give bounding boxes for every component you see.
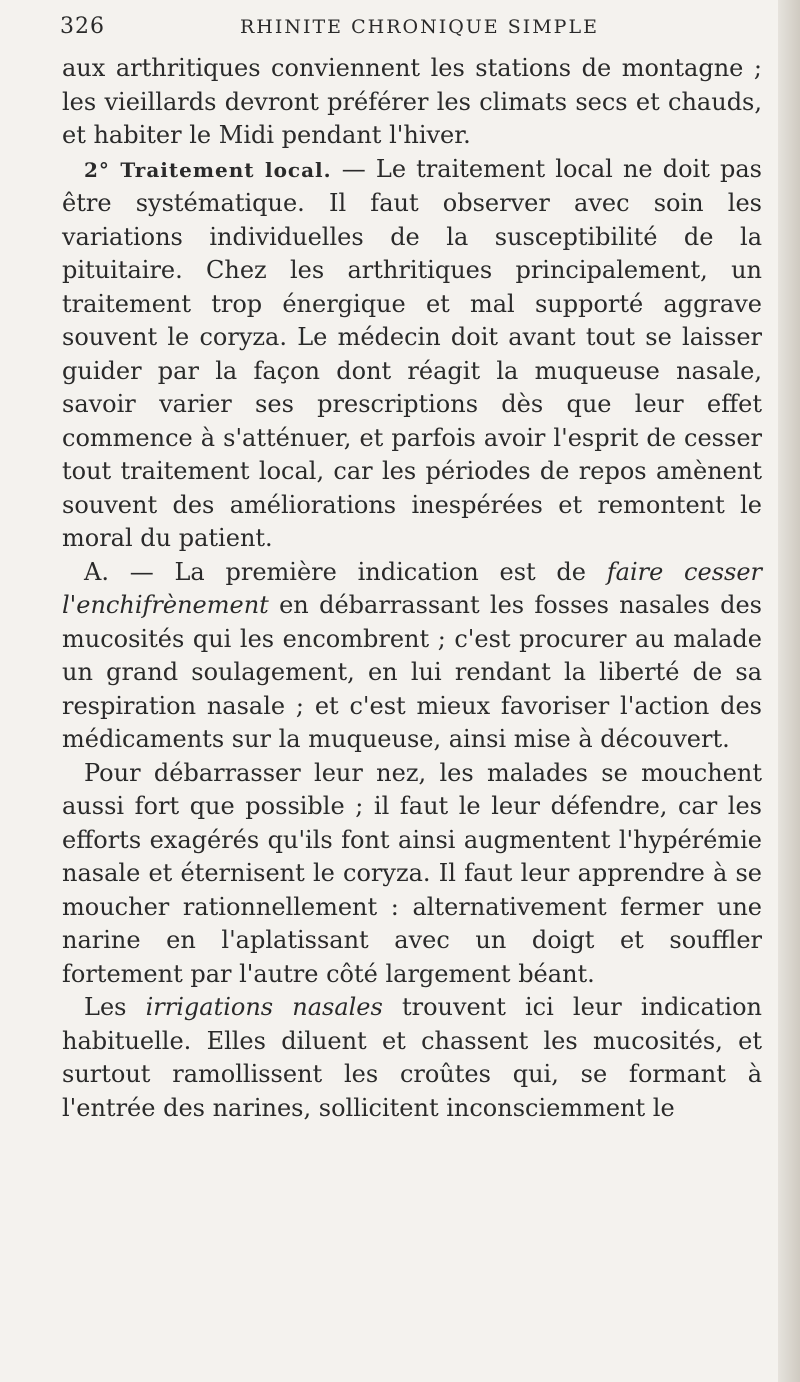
paragraph-prefix: Les — [84, 993, 146, 1021]
paragraph-moucher — [62, 757, 762, 992]
paragraph-continuation — [62, 52, 762, 153]
section-heading: 2° Traitement local. — [84, 157, 332, 182]
paragraph-text: aux arthritiques conviennent les stations de montagne ; les vieillards devront préférer les climats secs et chauds, et habiter le Midi pendant l'hiver. — [62, 54, 762, 149]
italic-term: irrigations nasales — [145, 993, 383, 1021]
paragraph-indication-a — [62, 556, 762, 757]
paragraph-prefix: A. — La première indication est de — [84, 557, 607, 586]
page-number: 326 — [60, 14, 105, 39]
paragraph-irrigations — [62, 991, 762, 1125]
paragraph-text: trouvent ici leur indication habituelle. Elles diluent et chassent les mucosités, et surtout ramollissent les croûtes qui, se formant à l'entrée des narines, sollicitent inconsciemment le — [62, 993, 762, 1122]
paragraph-text: en débarrassant les fosses nasales des mucosités qui les encombrent ; c'est procurer au malade un grand soulagement, en lui rendant la liberté de sa respiration nasale ; et c'est mieux favoriser l'action des médicaments sur la muqueuse, ainsi mise à découvert. — [62, 591, 762, 753]
running-head: RHINITE CHRONIQUE SIMPLE — [240, 16, 599, 38]
body-text — [62, 52, 762, 1125]
paragraph-traitement-local — [62, 153, 762, 556]
page-header — [60, 14, 760, 44]
page-edge-shadow — [778, 0, 800, 1382]
italic-term: faire cesser l'enchifrènement — [62, 557, 763, 619]
paragraph-text: — Le traitement local ne doit pas être systématique. Il faut observer avec soin les variations individuelles de la susceptibilité de la pituitaire. Chez les arthritiques principalement, un traitement trop énergique et mal supporté aggrave souvent le coryza. Le médecin doit avant tout se laisser guider par la façon dont réagit la muqueuse nasale, savoir varier ses prescriptions dès que leur effet commence à s'atténuer, et parfois avoir l'esprit de cesser tout traitement local, car les périodes de repos amènent souvent des améliorations inespérées et remontent le moral du patient. — [62, 154, 762, 552]
paragraph-text: Pour débarrasser leur nez, les malades se mouchent aussi fort que possible ; il faut le leur défendre, car les efforts exagérés qu'ils font ainsi augmentent l'hypérémie nasale et éternisent le coryza. Il faut leur apprendre à se moucher rationnellement : alternativement fermer une narine en l'aplatissant avec un doigt et souffler fortement par l'autre côté largement béant. — [62, 758, 762, 988]
